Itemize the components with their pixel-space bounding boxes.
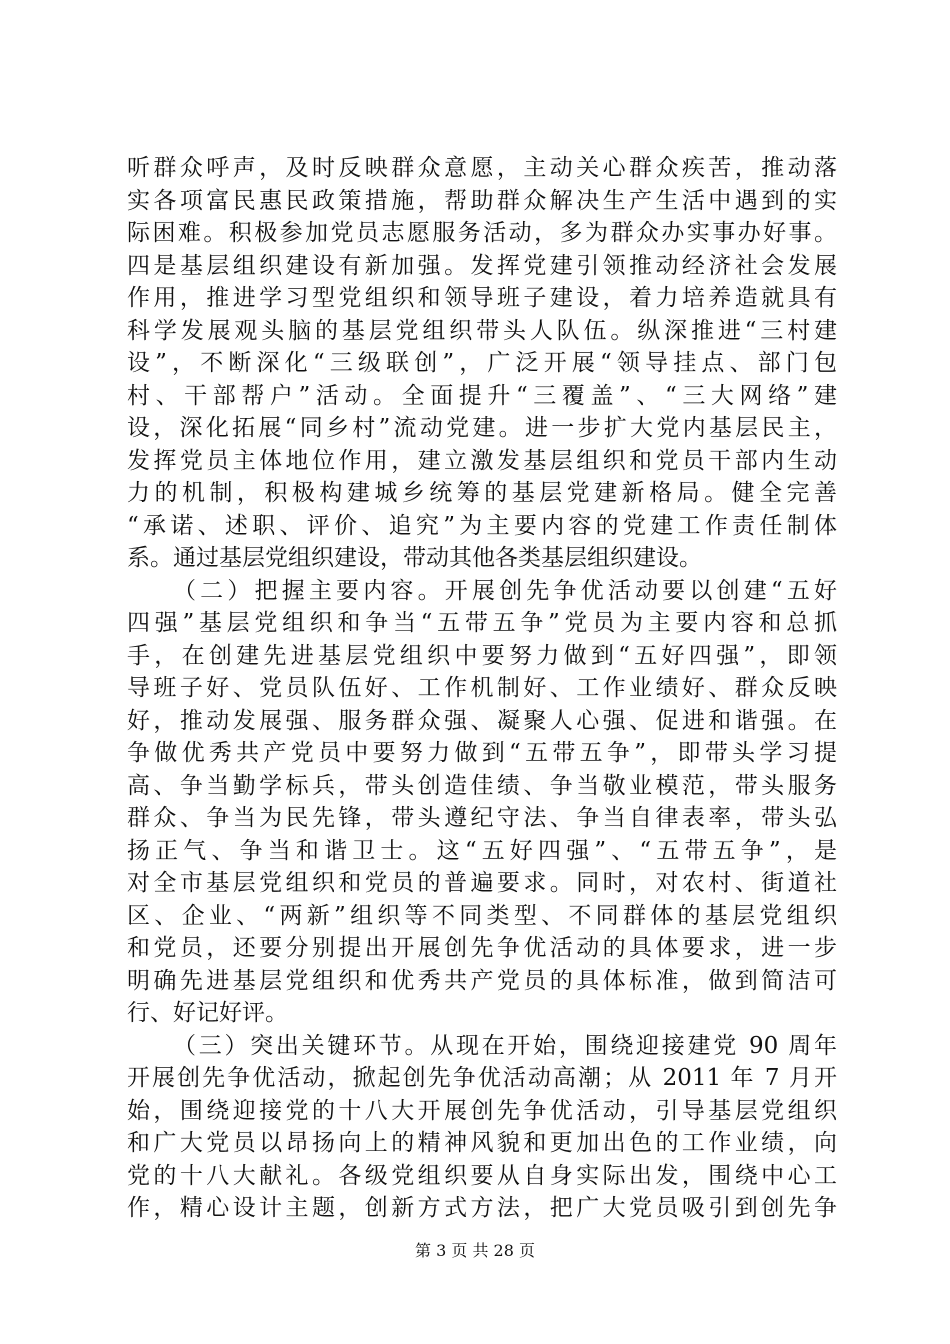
- text-line: 科学发展观头脑的基层党组织带头人队伍。纵深推进“三村建: [127, 317, 837, 344]
- text-line: 明确先进基层党组织和优秀共产党员的具体标准，做到简洁可: [127, 967, 837, 994]
- text-line: 和广大党员以昂扬向上的精神风貌和更加出色的工作业绩，向: [127, 1130, 837, 1156]
- text-line: 好，推动发展强、服务群众强、凝聚人心强、促进和谐强。在: [127, 707, 837, 734]
- text-line: 设，深化拓展“同乡村”流动党建。进一步扩大党内基层民主，: [127, 415, 837, 441]
- text-line: 际困难。积极参加党员志愿服务活动，多为群众办实事办好事。: [127, 220, 837, 246]
- text-line: 开展创先争优活动，掀起创先争优活动高潮；从 2011 年 7 月开: [127, 1065, 837, 1091]
- text-line: 手，在创建先进基层党组织中要努力做到“五好四强”，即领: [127, 642, 837, 669]
- paragraph-start-line: （二）把握主要内容。开展创先争优活动要以创建“五好: [173, 577, 837, 604]
- text-line: 发挥党员主体地位作用，建立激发基层组织和党员干部内生动: [127, 447, 837, 474]
- text-line: 高、争当勤学标兵，带头创造佳绩、争当敬业模范，带头服务: [127, 772, 837, 799]
- text-line: 争做优秀共产党员中要努力做到“五带五争”，即带头学习提: [127, 740, 837, 766]
- document-body: [127, 152, 837, 1225]
- text-line: 扬正气、争当和谐卫士。这“五好四强”、“五带五争”，是: [127, 837, 837, 864]
- text-line: 作，精心设计主题，创新方式方法，把广大党员吸引到创先争: [127, 1195, 837, 1221]
- text-line: 四是基层组织建设有新加强。发挥党建引领推动经济社会发展: [127, 252, 837, 279]
- text-line: 系。通过基层党组织建设，带动其他各类基层组织建设。: [127, 545, 702, 571]
- text-line: 四强”基层党组织和争当“五带五争”党员为主要内容和总抓: [127, 610, 837, 636]
- text-line: 听群众呼声，及时反映群众意愿，主动关心群众疾苦，推动落: [127, 155, 837, 181]
- text-line: 群众、争当为民先锋，带头遵纪守法、争当自律表率，带头弘: [127, 805, 837, 831]
- text-line: “承诺、述职、评价、追究”为主要内容的党建工作责任制体: [127, 512, 837, 539]
- paragraph-start-line: （三）突出关键环节。从现在开始，围绕迎接建党 90 周年: [173, 1032, 837, 1059]
- text-line: 力的机制，积极构建城乡统筹的基层党建新格局。健全完善: [127, 480, 837, 506]
- text-line: 导班子好、党员队伍好、工作机制好、工作业绩好、群众反映: [127, 675, 837, 701]
- text-line: 实各项富民惠民政策措施，帮助群众解决生产生活中遇到的实: [127, 187, 837, 214]
- text-line: 始，围绕迎接党的十八大开展创先争优活动，引导基层党组织: [127, 1097, 837, 1124]
- text-line: 设”，不断深化“三级联创”，广泛开展“领导挂点、部门包: [127, 350, 837, 376]
- text-line: 村、干部帮户”活动。全面提升“三覆盖”、“三大网络”建: [127, 382, 837, 409]
- text-line: 党的十八大献礼。各级党组织要从自身实际出发，围绕中心工: [127, 1162, 837, 1189]
- text-line: 和党员，还要分别提出开展创先争优活动的具体要求，进一步: [127, 935, 837, 961]
- page-number-footer: 第 3 页 共 28 页: [415, 1241, 535, 1260]
- text-line: 作用，推进学习型党组织和领导班子建设，着力培养造就具有: [127, 285, 837, 311]
- text-line: 行、好记好评。: [127, 1000, 288, 1026]
- text-line: 对全市基层党组织和党员的普遍要求。同时，对农村、街道社: [127, 870, 837, 896]
- text-line: 区、企业、“两新”组织等不同类型、不同群体的基层党组织: [127, 902, 837, 929]
